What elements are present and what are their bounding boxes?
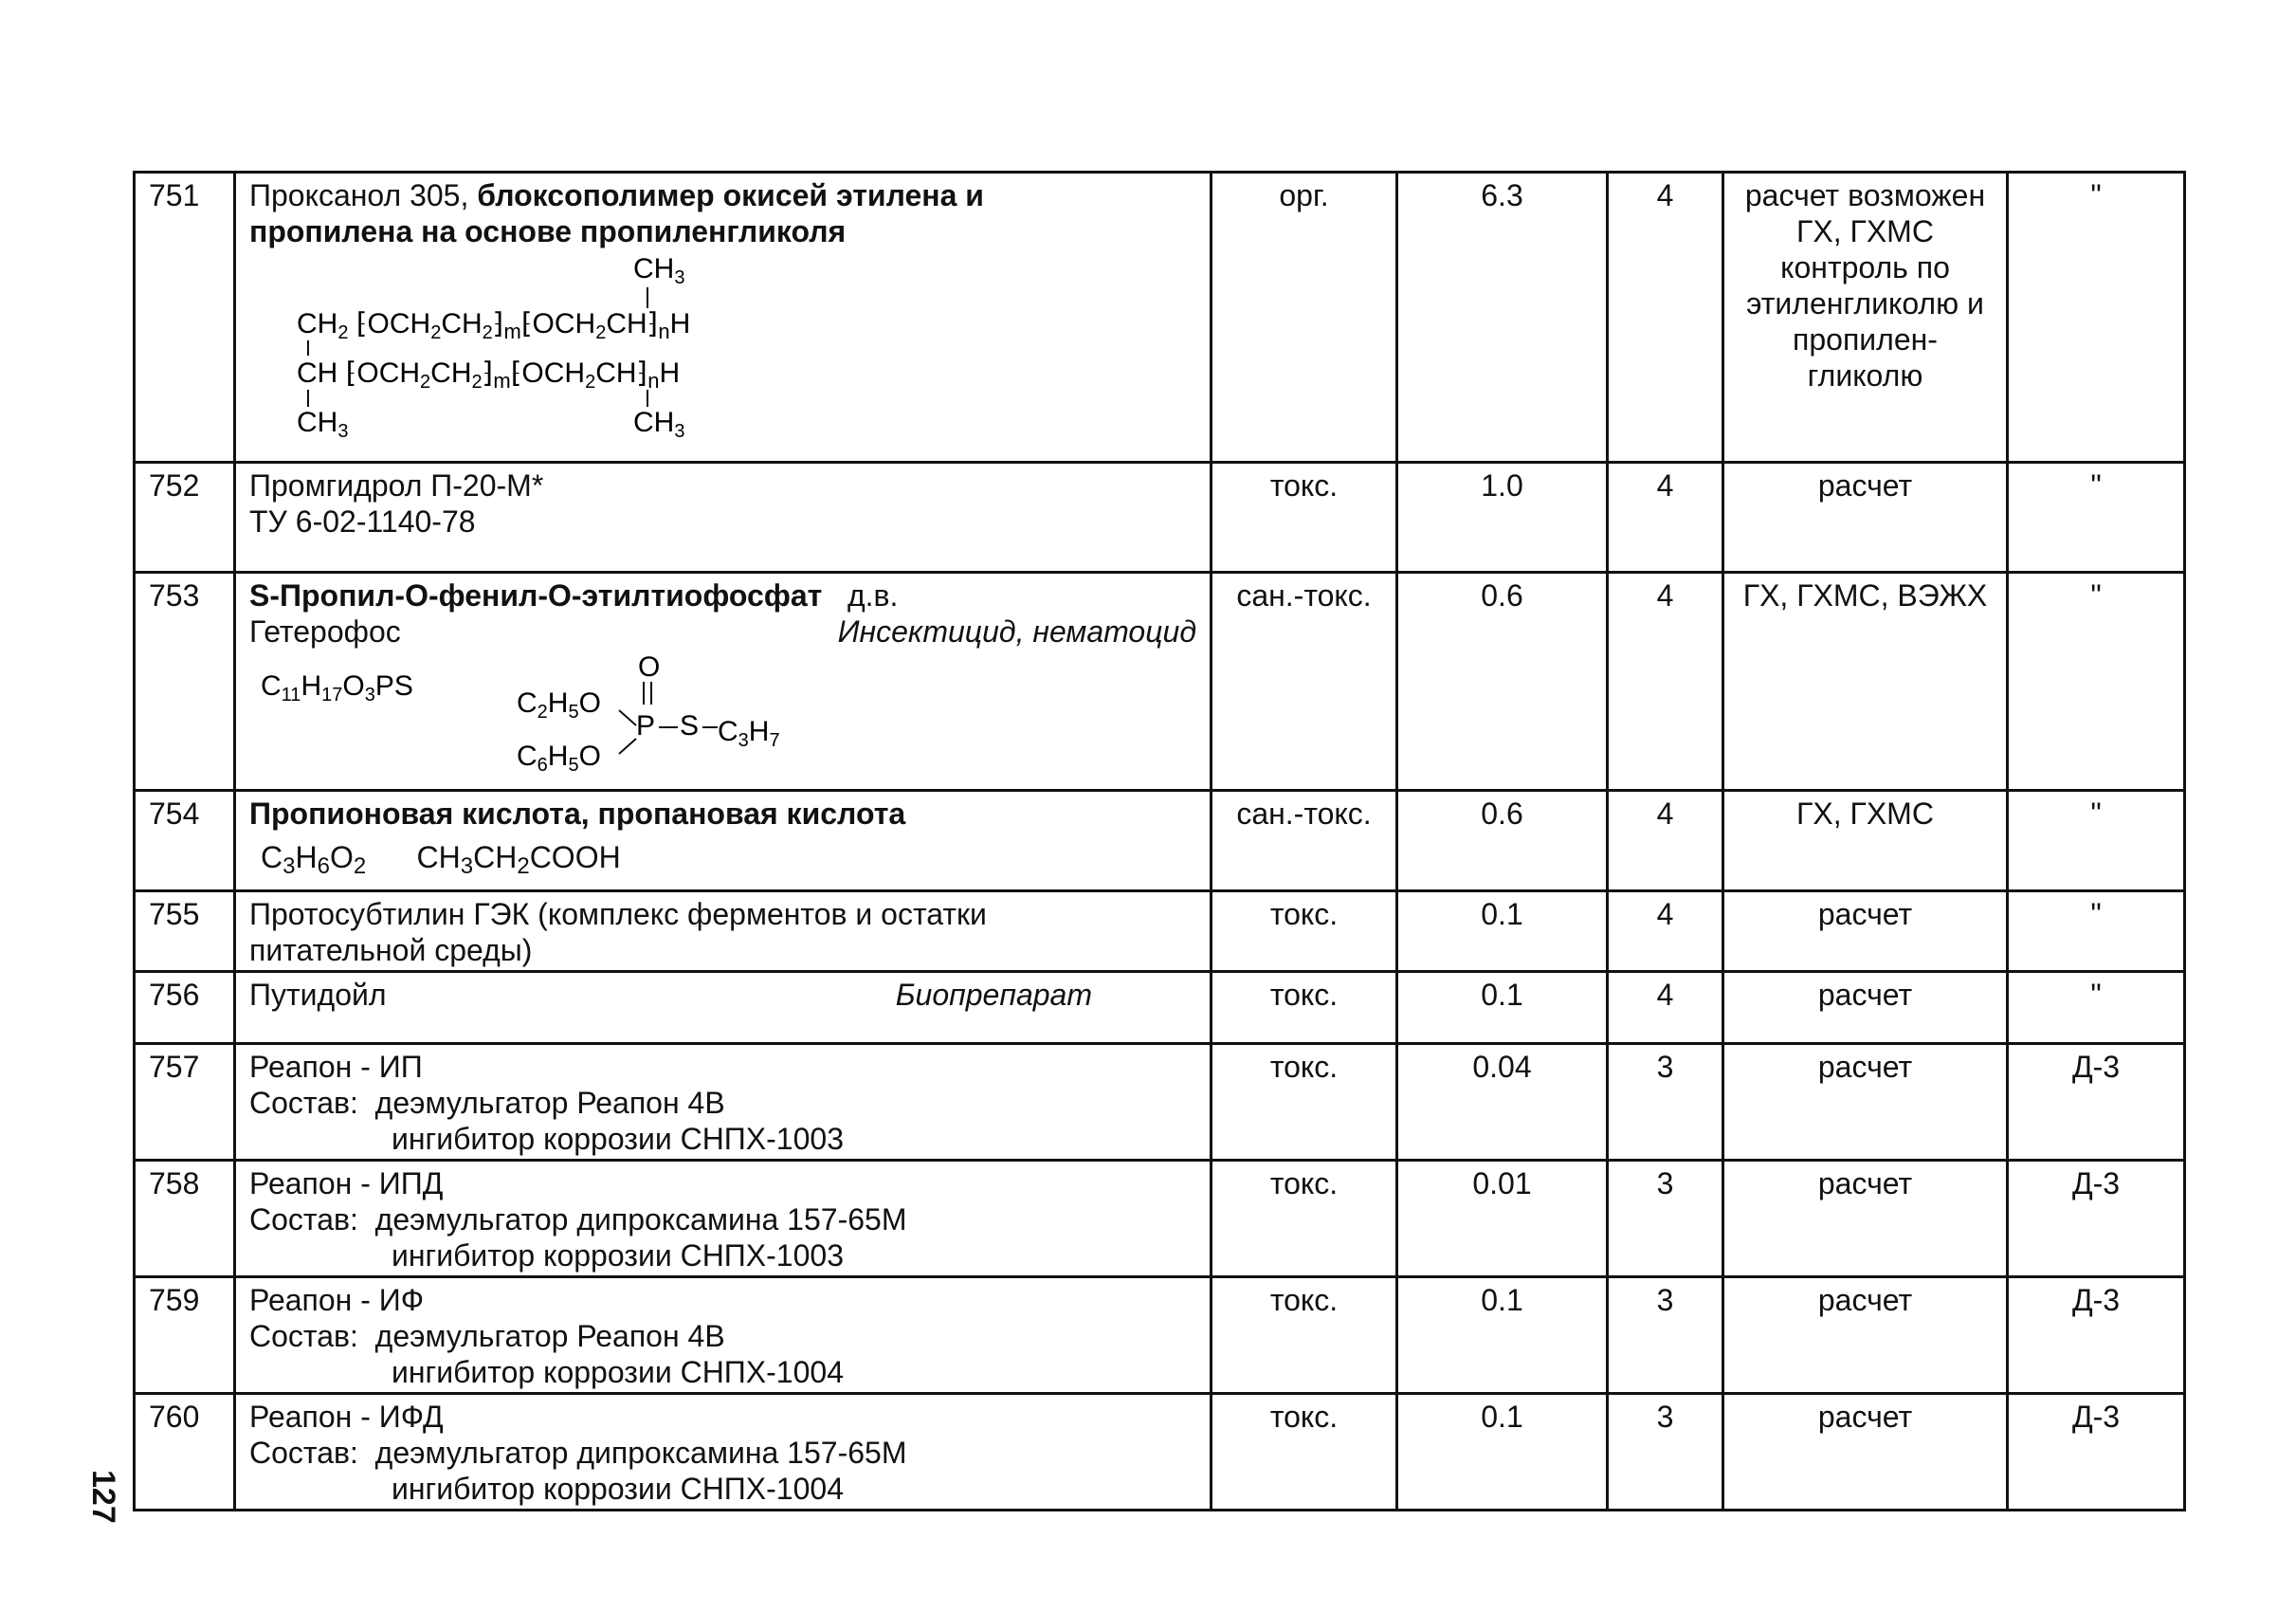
formula-c6h5o: $C_6H_5O$ [517,741,601,773]
category-label: Биопрепарат [895,978,1092,1012]
composition-2: ингибитор коррозии СНПХ-1003 [392,1238,844,1273]
type-cell: сан.-токс. [1212,573,1397,791]
structural-formula-751 [249,249,780,439]
note-cell: Д-3 [2008,1394,2185,1511]
note-cell: " [2008,791,2185,891]
substance-name: Проксанол 305, [249,178,478,212]
substance-cell [235,1394,1212,1511]
row-number: 760 [135,1394,235,1511]
formula-c3h7: $C_3H_7$ [718,716,780,751]
note-cell: " [2008,573,2185,791]
substance-cell [235,791,1212,891]
note-cell: " [2008,173,2185,463]
class-cell: 4 [1608,173,1723,463]
formula-s: S [680,710,700,742]
method-cell: расчет [1723,891,2008,972]
composition-label: Состав: [249,1319,358,1353]
formula-bottom-left: $CH_3$ [297,407,349,439]
type-cell: токс. [1212,463,1397,573]
note-cell: Д-3 [2008,1277,2185,1394]
substance-name: Реапон - ИФ [249,1283,425,1317]
substance-name: Реапон - ИПД [249,1166,444,1200]
table-row [135,1044,2185,1161]
method-cell: ГХ, ГХМС, ВЭЖХ [1723,573,2008,791]
row-number: 752 [135,463,235,573]
class-cell: 4 [1608,972,1723,1044]
substance-cell [235,1277,1212,1394]
composition-2: ингибитор коррозии СНПХ-1004 [392,1472,844,1506]
method-cell: расчет [1723,1277,2008,1394]
row-number: 754 [135,791,235,891]
substance-name-2: питательной среды) [249,933,533,967]
type-cell: орг. [1212,173,1397,463]
substance-name: Реапон - ИП [249,1050,423,1084]
substances-table [133,171,2186,1511]
type-cell: токс. [1212,1277,1397,1394]
composition-2: ингибитор коррозии СНПХ-1004 [392,1355,844,1389]
value-cell: 6.3 [1397,173,1608,463]
substance-name: Промгидрол П-20-М* [249,468,544,503]
substance-cell [235,573,1212,791]
molecular-formula: $C_{11}H_{17}O_3PS$ [261,670,413,705]
note-cell: Д-3 [2008,1161,2185,1277]
formula-c2h5o: $C_2H_5O$ [517,687,601,723]
row-number: 756 [135,972,235,1044]
method-cell: ГХ, ГХМС [1723,791,2008,891]
class-cell: 3 [1608,1277,1723,1394]
category-label: Инсектицид, нематоцид [837,614,1196,649]
value-cell: 0.1 [1397,972,1608,1044]
value-cell: 0.6 [1397,573,1608,791]
table-row [135,791,2185,891]
substance-cell [235,891,1212,972]
class-cell: 3 [1608,1161,1723,1277]
substance-cell [235,972,1212,1044]
composition-1: деэмульгатор дипроксамина 157-65М [374,1202,907,1236]
substance-spec: ТУ 6-02-1140-78 [249,504,476,539]
substance-name-bold: Пропионовая кислота, пропановая кислота [249,797,906,831]
note-cell: " [2008,891,2185,972]
composition-label: Состав: [249,1202,358,1236]
class-cell: 4 [1608,573,1723,791]
value-cell: 1.0 [1397,463,1608,573]
composition-label: Состав: [249,1086,358,1120]
table-row [135,173,2185,463]
formula-line-2: CH $⁅OCH_2CH_2⁆_m⁅OCH_2CH⁆_nH$ [297,357,681,393]
class-cell: 4 [1608,791,1723,891]
formula-bottom-right: $CH_3$ [633,407,685,439]
substance-name-bold: S-Пропил-О-фенил-О-этилтиофосфат [249,578,823,613]
composition-1: деэмульгатор Реапон 4В [374,1086,725,1120]
class-cell: 4 [1608,891,1723,972]
substance-name: Реапон - ИФД [249,1400,444,1434]
type-cell: сан.-токс. [1212,791,1397,891]
type-cell: токс. [1212,1161,1397,1277]
row-number: 753 [135,573,235,791]
composition-2: ингибитор коррозии СНПХ-1003 [392,1122,844,1156]
page-number: 127 [85,1470,121,1524]
substance-cell [235,463,1212,573]
row-number: 758 [135,1161,235,1277]
composition-1: деэмульгатор Реапон 4В [374,1319,725,1353]
table-row [135,573,2185,791]
value-cell: 0.1 [1397,1394,1608,1511]
method-cell: расчет [1723,1394,2008,1511]
table-row [135,972,2185,1044]
table-row [135,1161,2185,1277]
type-cell: токс. [1212,1044,1397,1161]
substance-cell [235,173,1212,463]
composition-label: Состав: [249,1436,358,1470]
row-number: 751 [135,173,235,463]
value-cell: 0.01 [1397,1161,1608,1277]
composition-1: деэмульгатор дипроксамина 157-65М [374,1436,907,1470]
row-number: 759 [135,1277,235,1394]
table-row [135,1394,2185,1511]
method-cell: расчет [1723,463,2008,573]
dv-label: д.в. [847,578,899,613]
class-cell: 3 [1608,1044,1723,1161]
value-cell: 0.1 [1397,891,1608,972]
note-cell: " [2008,463,2185,573]
formula-o: O [638,651,661,683]
type-cell: токс. [1212,972,1397,1044]
table-row [135,891,2185,972]
class-cell: 3 [1608,1394,1723,1511]
method-cell: расчет [1723,1044,2008,1161]
formula-line: $C_3H_6O_2$ $CH_3CH_2COOH$ [261,840,621,879]
class-cell: 4 [1608,463,1723,573]
substance-cell [235,1044,1212,1161]
structural-formula-753 [249,650,856,773]
value-cell: 0.6 [1397,791,1608,891]
formula-p: P [636,710,656,742]
substance-name: Протосубтилин ГЭК (комплекс ферментов и остатки [249,897,987,931]
substance-name-bold-2: пропилена на основе пропиленгликоля [249,214,847,248]
note-cell: Д-3 [2008,1044,2185,1161]
note-cell: " [2008,972,2185,1044]
method-cell: расчет возможен ГХ, ГХМС контроль по этиленгликолю и пропилен-гликолю [1723,173,2008,463]
method-cell: расчет [1723,972,2008,1044]
formula-top-ch3: $CH_3$ [633,253,685,288]
type-cell: токс. [1212,891,1397,972]
substance-trade-name: Гетерофос [249,614,401,649]
type-cell: токс. [1212,1394,1397,1511]
value-cell: 0.04 [1397,1044,1608,1161]
method-cell: расчет [1723,1161,2008,1277]
formula-line-1: $CH_2$ $⁅OCH_2CH_2⁆_m⁅OCH_2CH⁆_nH$ [297,308,691,343]
row-number: 755 [135,891,235,972]
table-row [135,463,2185,573]
value-cell: 0.1 [1397,1277,1608,1394]
substance-name-bold: блоксополимер окисей этилена и [477,178,984,212]
substance-cell [235,1161,1212,1277]
table-row [135,1277,2185,1394]
substance-name: Путидойл [249,978,387,1012]
row-number: 757 [135,1044,235,1161]
